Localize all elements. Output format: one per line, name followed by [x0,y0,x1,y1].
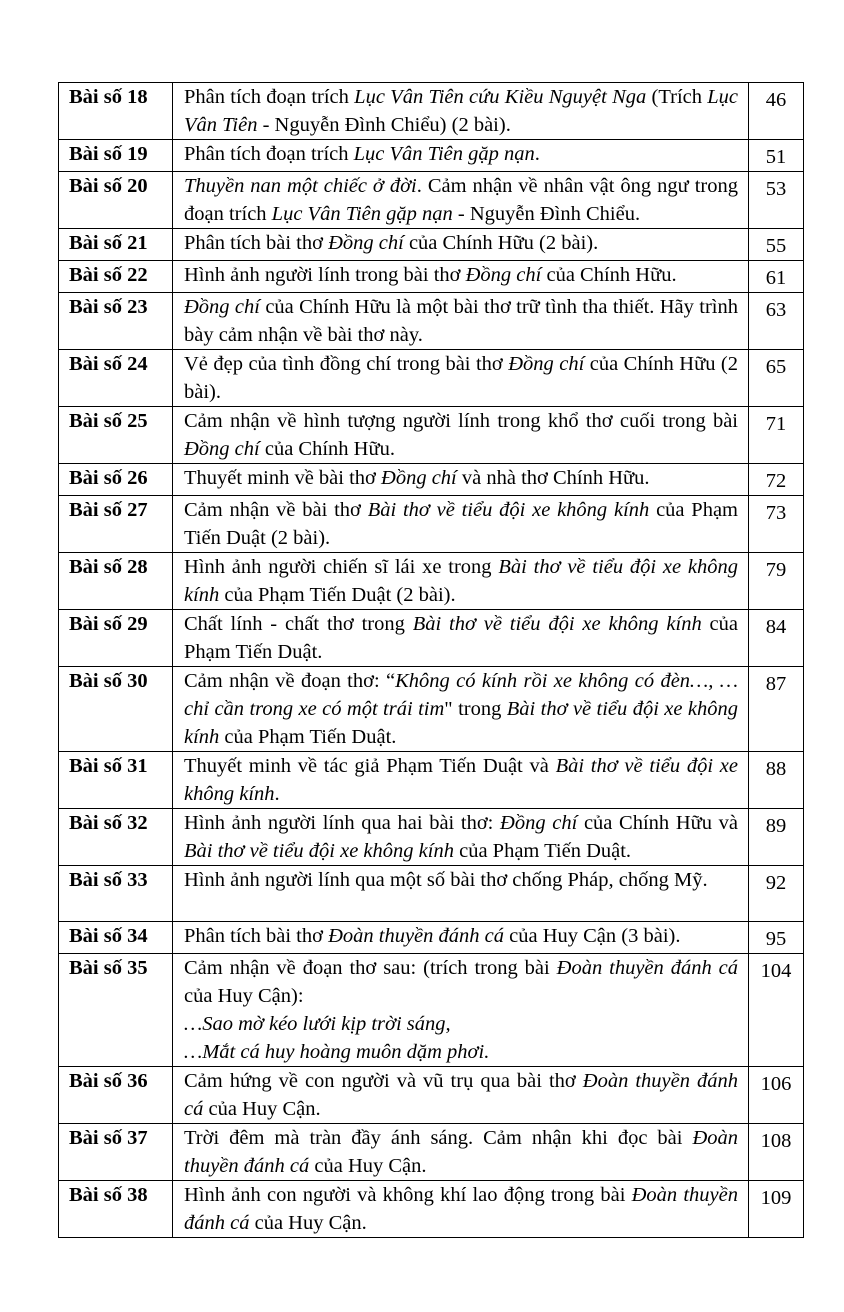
lesson-title [173,922,749,954]
lesson-title-text [184,755,738,805]
page-number: 73 [749,496,804,553]
title-fragment: . Cảm nhận về nhân vật ông ngư trong đoạn trích [184,175,738,225]
lesson-title [173,809,749,866]
lesson-number: Bài số 31 [59,752,173,809]
lesson-number: Bài số 18 [59,83,173,140]
title-fragment: của Chính Hữu (2 bài). [403,232,599,254]
title-fragment: của Huy Cận. [203,1098,321,1120]
lesson-number: Bài số 26 [59,464,173,496]
lesson-number: Bài số 32 [59,809,173,866]
italic-title-fragment: Đoàn thuyền đánh cá [328,925,504,947]
lesson-title [173,610,749,667]
lesson-title-text [184,556,738,606]
table-row [59,172,804,229]
lesson-number: Bài số 29 [59,610,173,667]
lesson-title [173,83,749,140]
page-number: 108 [749,1124,804,1181]
title-fragment: của Phạm Tiến Duật (2 bài). [219,584,456,606]
page-number: 63 [749,293,804,350]
lesson-title-text [184,264,677,286]
lesson-title-text [184,1127,738,1177]
title-fragment: Hình ảnh người lính qua một số bài thơ chống Pháp, chống Mỹ. [184,869,708,891]
title-fragment: Chất lính - chất thơ trong [184,613,413,635]
title-fragment: - Nguyễn Đình Chiểu) (2 bài). [257,114,511,136]
table-row [59,293,804,350]
italic-title-fragment: Bài thơ về tiểu đội xe không kính [367,499,650,521]
title-fragment: Trời đêm mà tràn đầy ánh sáng. Cảm nhận khi đọc bài [184,1127,693,1149]
page-number: 65 [749,350,804,407]
page-number: 79 [749,553,804,610]
lesson-title [173,172,749,229]
lesson-title-text [184,613,738,663]
lesson-title-text [184,143,540,165]
italic-title-fragment: Đồng chí [465,264,542,286]
title-fragment: Phân tích bài thơ [184,232,329,254]
italic-title-fragment: Đồng chí [328,232,404,254]
page-number: 104 [749,954,804,1067]
lesson-number: Bài số 28 [59,553,173,610]
page-number: 53 [749,172,804,229]
lesson-number: Bài số 35 [59,954,173,1067]
italic-title-fragment: Bài thơ về tiểu đội xe không kính [184,556,738,606]
table-row [59,954,804,1067]
title-fragment: Hình ảnh người lính trong bài thơ [184,264,466,286]
lesson-title-text [184,175,738,225]
table-row [59,667,804,752]
verse-line: …Mắt cá huy hoàng muôn dặm phơi. [184,1041,490,1063]
lesson-title [173,464,749,496]
page-number: 89 [749,809,804,866]
table-row [59,866,804,922]
page-number: 87 [749,667,804,752]
page-number: 84 [749,610,804,667]
lesson-title-text [184,869,708,891]
lesson-title-text [184,812,738,862]
page-number: 106 [749,1067,804,1124]
title-fragment: Cảm hứng về con người và vũ trụ qua bài thơ [184,1070,583,1092]
lesson-number: Bài số 19 [59,140,173,172]
table-row [59,464,804,496]
table-of-contents [58,82,804,1238]
title-fragment: của Phạm Tiến Duật (2 bài). [184,499,738,549]
italic-title-fragment: Đồng chí [500,812,578,834]
italic-title-fragment: Đồng chí [184,296,260,318]
lesson-number: Bài số 22 [59,261,173,293]
title-fragment: " trong [444,698,507,720]
italic-title-fragment: Đồng chí [508,353,585,375]
italic-title-fragment: Đồng chí [381,467,457,489]
title-fragment: - Nguyễn Đình Chiểu. [452,203,641,225]
title-fragment: Cảm nhận về hình tượng người lính trong khổ thơ cuối trong bài [184,410,738,432]
table-row [59,229,804,261]
lesson-title [173,1181,749,1238]
title-fragment: của Huy Cận. [249,1212,367,1234]
italic-title-fragment: Đoàn thuyền đánh cá [556,957,738,979]
page-number: 46 [749,83,804,140]
lesson-number: Bài số 24 [59,350,173,407]
title-fragment: của Chính Hữu là một bài thơ trữ tình tha thiết. Hãy trình bày cảm nhận về bài thơ này. [184,296,738,346]
title-fragment: Hình ảnh người lính qua hai bài thơ: [184,812,501,834]
table-row [59,496,804,553]
lesson-title [173,229,749,261]
title-fragment: Cảm nhận về bài thơ [184,499,368,521]
lesson-title [173,261,749,293]
title-fragment: (Trích [646,86,708,108]
lesson-title [173,140,749,172]
title-fragment: . [274,783,280,805]
table-row [59,1181,804,1238]
page-number: 95 [749,922,804,954]
lesson-number: Bài số 30 [59,667,173,752]
table-row [59,350,804,407]
italic-title-fragment: Lục Vân Tiên cứu Kiều Nguyệt Nga [354,86,647,108]
lesson-title [173,866,749,922]
title-fragment: Cảm nhận về đoạn thơ: “ [184,670,396,692]
table-row [59,553,804,610]
lesson-number: Bài số 38 [59,1181,173,1238]
title-fragment: và nhà thơ Chính Hữu. [456,467,650,489]
italic-title-fragment: Thuyền nan một chiếc ở đời [184,175,417,197]
lesson-title-text [184,499,738,549]
title-fragment: Vẻ đẹp của tình đồng chí trong bài thơ [184,353,509,375]
lesson-title [173,496,749,553]
lesson-number: Bài số 25 [59,407,173,464]
lesson-title [173,1067,749,1124]
table-row [59,1067,804,1124]
page-number: 72 [749,464,804,496]
lesson-title-text [184,467,650,489]
title-fragment: của Chính Hữu (2 bài). [184,353,738,403]
italic-title-fragment: Đoàn thuyền đánh cá [184,1184,738,1234]
title-fragment: . [534,143,540,165]
lesson-title-text [184,232,598,254]
title-fragment: của Huy Cận (3 bài). [504,925,681,947]
italic-title-fragment: Lục Vân Tiên gặp nạn [353,143,535,165]
title-fragment: của Chính Hữu và [577,812,738,834]
italic-title-fragment: Lục Vân Tiên gặp nạn [271,203,453,225]
lesson-title-text [184,957,738,1007]
lesson-title [173,1124,749,1181]
lesson-number: Bài số 34 [59,922,173,954]
table-row [59,752,804,809]
page-number: 109 [749,1181,804,1238]
table-row [59,809,804,866]
lesson-title-text [184,296,738,346]
lesson-title [173,350,749,407]
lesson-number: Bài số 20 [59,172,173,229]
table-row [59,1124,804,1181]
lesson-number: Bài số 27 [59,496,173,553]
italic-title-fragment: Lục Vân Tiên [184,86,739,136]
page-number: 92 [749,866,804,922]
lesson-title [173,667,749,752]
title-fragment: của Phạm Tiến Duật. [453,840,632,862]
title-fragment: của Huy Cận. [309,1155,427,1177]
page-number: 61 [749,261,804,293]
toc-body [59,83,804,1238]
lesson-title-text [184,86,738,136]
lesson-title-text [184,410,738,460]
lesson-number: Bài số 33 [59,866,173,922]
lesson-title [173,553,749,610]
table-row [59,610,804,667]
table-row [59,261,804,293]
italic-title-fragment: Bài thơ về tiểu đội xe không kính [184,840,454,862]
title-fragment: Hình ảnh người chiến sĩ lái xe trong [184,556,499,578]
italic-title-fragment: Bài thơ về tiểu đội xe không kính [412,613,702,635]
title-fragment: Phân tích đoạn trích [184,86,355,108]
title-fragment: Phân tích bài thơ [184,925,329,947]
lesson-title [173,954,749,1067]
table-row [59,140,804,172]
title-fragment: của Chính Hữu. [541,264,677,286]
lesson-title-text [184,925,680,947]
lesson-number: Bài số 37 [59,1124,173,1181]
lesson-title-text [184,1070,738,1120]
title-fragment: Hình ảnh con người và không khí lao động trong bài [184,1184,632,1206]
lesson-title [173,293,749,350]
italic-title-fragment: Đồng chí [184,438,260,460]
lesson-number: Bài số 21 [59,229,173,261]
title-fragment: Thuyết minh về bài thơ [184,467,382,489]
lesson-title [173,752,749,809]
title-fragment: của Huy Cận): [184,985,304,1007]
lesson-title [173,407,749,464]
italic-title-fragment: Không có kính rồi xe không có đèn…, …chỉ cần trong xe có một trái tim [184,670,738,720]
page-number: 71 [749,407,804,464]
lesson-number: Bài số 23 [59,293,173,350]
page-number: 51 [749,140,804,172]
verse-line: …Sao mờ kéo lưới kịp trời sáng, [184,1013,451,1035]
title-fragment: của Chính Hữu. [259,438,395,460]
lesson-title-text [184,353,738,403]
lesson-title-text [184,1184,738,1234]
italic-title-fragment: Bài thơ về tiểu đội xe không kính [184,755,738,805]
lesson-title-text [184,670,738,748]
title-fragment: Phân tích đoạn trích [184,143,354,165]
italic-title-fragment: Bài thơ về tiểu đội xe không kính [184,698,739,748]
table-row [59,407,804,464]
title-fragment: của Phạm Tiến Duật. [219,726,397,748]
page-number: 88 [749,752,804,809]
title-fragment: của Phạm Tiến Duật. [184,613,738,663]
title-fragment: Cảm nhận về đoạn thơ sau: (trích trong bài [184,957,557,979]
lesson-number: Bài số 36 [59,1067,173,1124]
title-fragment: Thuyết minh về tác giả Phạm Tiến Duật và [184,755,556,777]
italic-title-fragment: Đoàn thuyền đánh cá [184,1070,738,1120]
page-number: 55 [749,229,804,261]
table-row [59,83,804,140]
italic-title-fragment: Đoàn thuyền đánh cá [184,1127,738,1177]
table-row [59,922,804,954]
